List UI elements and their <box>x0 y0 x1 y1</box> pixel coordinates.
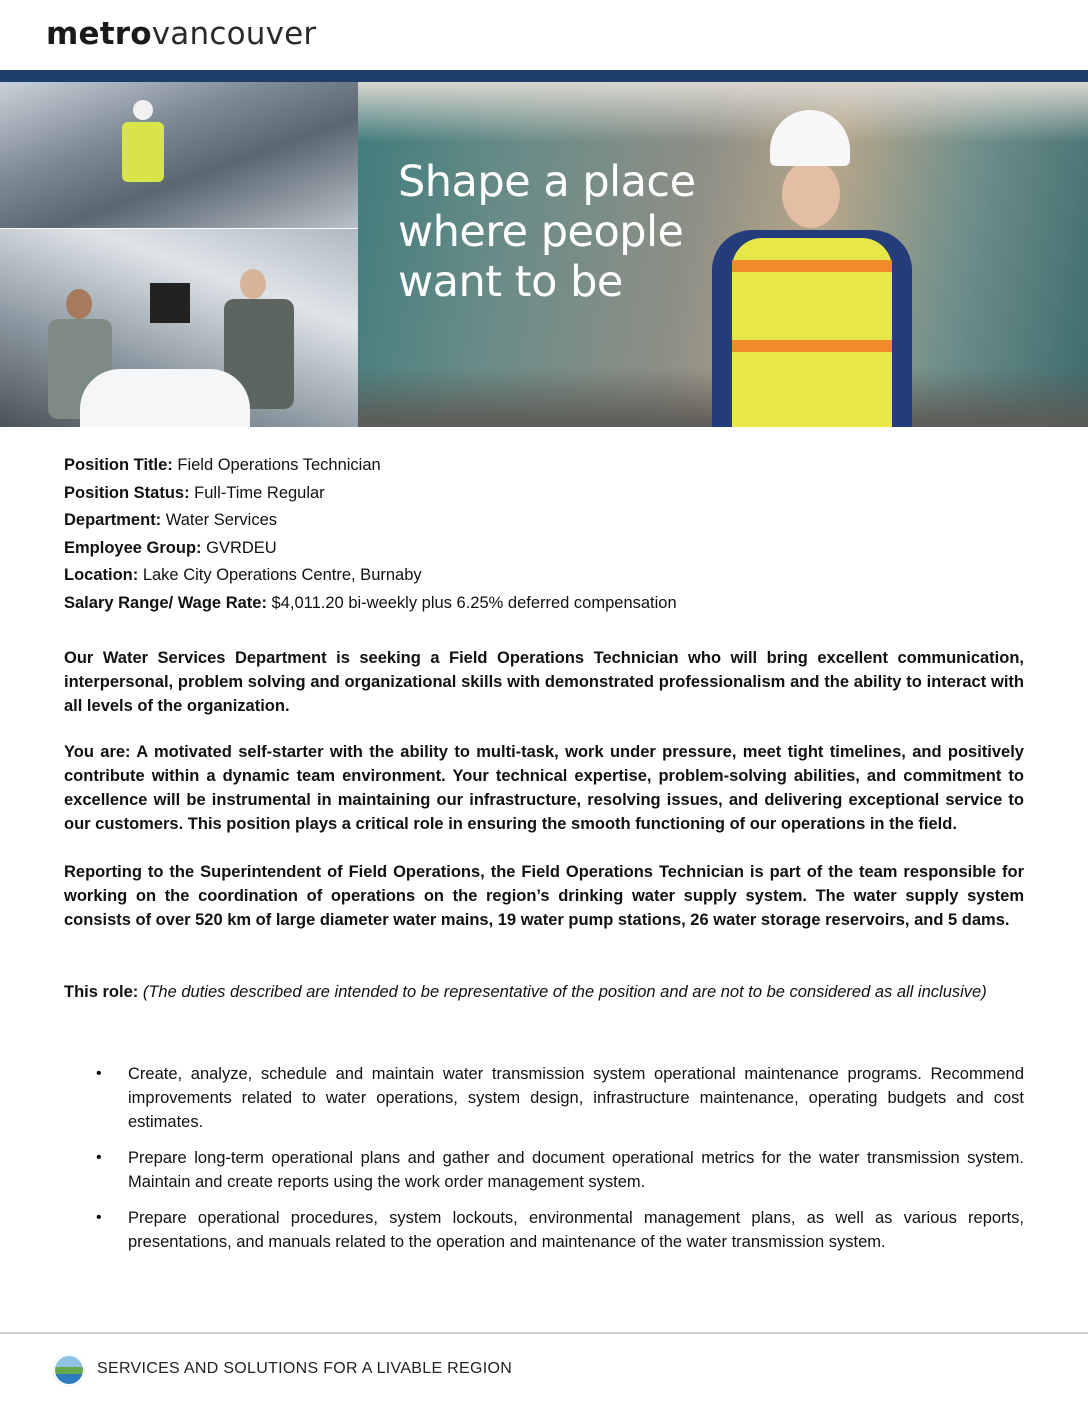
monitor-graphic <box>150 283 190 323</box>
hero-banner <box>0 82 1088 427</box>
list-item: • Prepare long-term operational plans and gather and document operational metrics for the water transmission system. Maintain and create reports using the work order management system. <box>96 1149 1024 1191</box>
duties-list <box>64 1062 1024 1266</box>
field-position-status: Position Status: Full-Time Regular <box>64 483 325 502</box>
list-item: • Prepare operational procedures, system lockouts, environmental management plans, as well as various reports, presentations, and manuals related to the operation and maintenance of the water transmission system. <box>96 1209 1024 1251</box>
role-paragraph <box>64 980 1024 1004</box>
field-department: Department: Water Services <box>64 511 278 529</box>
field-employee-group: Employee Group: GVRDEU <box>64 538 277 557</box>
field-location: Location: Lake City Operations Centre, Burnaby <box>64 566 422 584</box>
worker-figure <box>120 100 166 200</box>
photo-office-planning <box>0 229 358 427</box>
metro-vancouver-emblem-icon <box>53 1354 85 1386</box>
footer-slogan: SERVICES AND SOLUTIONS FOR A LIVABLE REGION <box>97 1360 513 1377</box>
footer-divider <box>0 1332 1088 1334</box>
intro-paragraph: Our Water Services Department is seeking a Field Operations Technician who will bring excellent communication, interpersonal, problem solving and organizational skills with demonstrated professionalism and the ability to interact with all levels of the organization. <box>64 649 1024 715</box>
banner-tagline: Shape a place where people want to be <box>398 157 696 307</box>
field-salary: Salary Range/ Wage Rate: $4,011.20 bi-weekly plus 6.25% deferred compensation <box>64 593 677 612</box>
logo-bold-text: metro <box>46 16 152 52</box>
list-item: • Create, analyze, schedule and maintain water transmission system operational maintenance programs. Recommend improvements related to water operations, system design, infrastructure maintenance, operating budgets and cost estimates. <box>96 1065 1024 1131</box>
reporting-paragraph: Reporting to the Superintendent of Field Operations, the Field Operations Technician is part of the team responsible for working on the coordination of operations on the region’s drinking water supply system. The water supply system consists of over 520 km of large diameter water mains, 19 water pump stations, 26 water storage reservoirs, and 5 dams. <box>64 863 1024 929</box>
field-position-title: Position Title: Field Operations Technician <box>64 456 381 474</box>
logo-light-text: vancouver <box>151 16 317 52</box>
worker-in-safety-vest <box>712 110 912 427</box>
photo-worker-on-platform <box>0 82 358 228</box>
table-with-plans <box>80 369 250 427</box>
you-are-paragraph: You are: A motivated self-starter with the ability to multi-task, work under pressure, meet tight timelines, and positively contribute within a dynamic team environment. Your technical expertise, problem-solving abilities, and commitment to excellence will be instrumental in maintaining our infrastructure, resolving issues, and delivering exceptional service to our customers. This position plays a critical role in ensuring the smooth functioning of our operations in the field. <box>64 743 1024 833</box>
role-label: This role: <box>64 983 139 1001</box>
position-details <box>64 452 677 617</box>
header-bar <box>0 70 1088 82</box>
metro-vancouver-logo <box>46 16 316 52</box>
role-note: (The duties described are intended to be representative of the position and are not to be considered as all inclusive) <box>138 983 987 1001</box>
